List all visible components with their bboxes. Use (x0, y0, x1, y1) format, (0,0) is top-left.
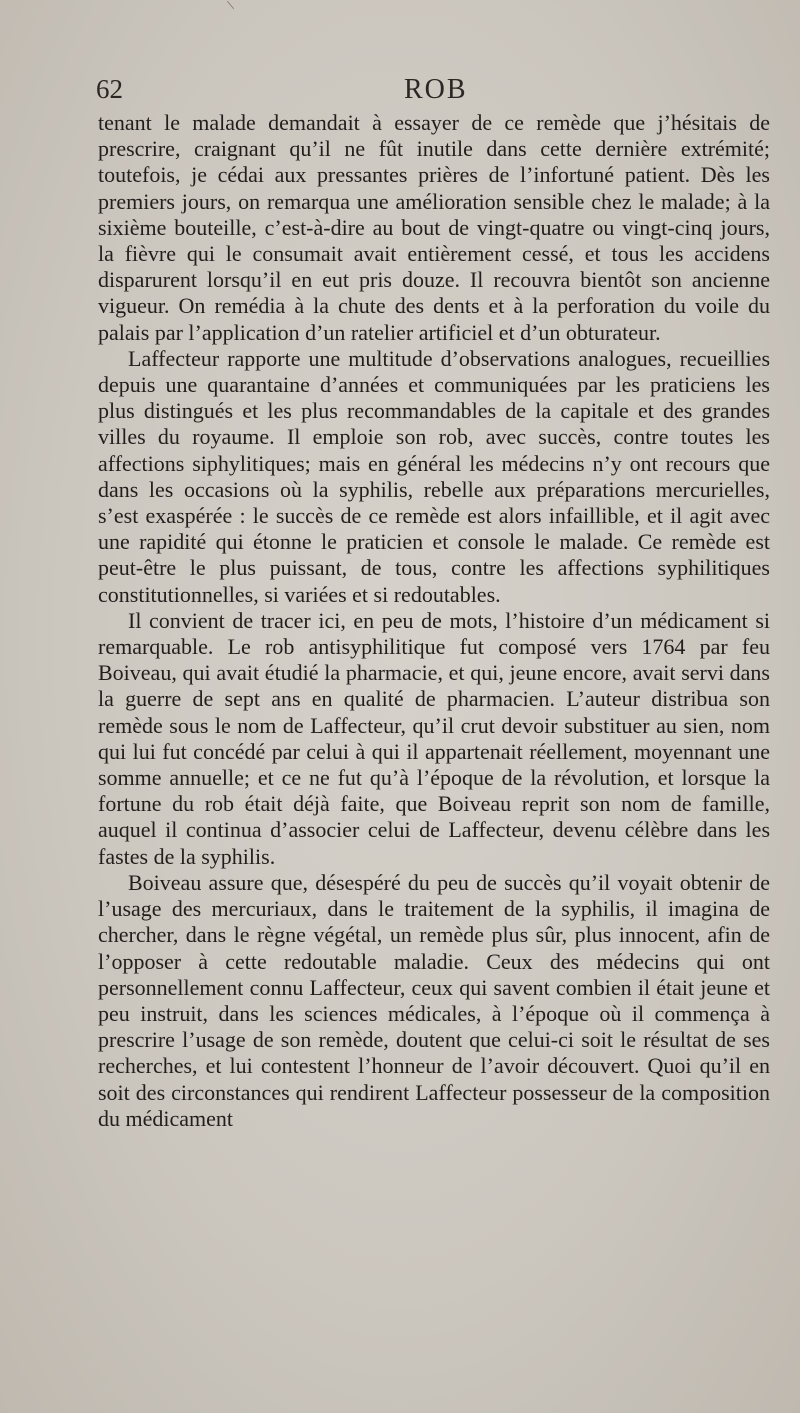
paragraph-continued: tenant le malade demandait à essayer de ce remède que j’hésitais de prescrire, craignant qu’il ne fût inutile dans cette dernière extrémité; toutefois, je cédai aux pressantes prières de l’infortuné patient. Dès les premiers jours, on remarqua une amélioration sensible chez le malade; à la sixième bouteille, c’est-à-dire au bout de vingt-quatre ou vingt-cinq jours, la fièvre qui le consumait avait entièrement cessé, et tous les accidens disparurent lorsqu’il en eut pris douze. Il recouvra bientôt son ancienne vigueur. On remédia à la chute des dents et à la perforation du voile du palais par l’application d’un ratelier artificiel et d’un obturateur. (98, 110, 770, 345)
page-edge-mark (227, 1, 234, 9)
paragraph-history: Il convient de tracer ici, en peu de mots, l’histoire d’un médicament si remarquable. Le rob antisyphilitique fut composé vers 1764 par feu Boiveau, qui avait étudié la pharmacie, et qui, jeune encore, avait servi dans la guerre de sept ans en qualité de pharmacien. L’auteur distribua son remède sous le nom de Laffecteur, qu’il crut devoir substituer au sien, nom qui lui fut concédé par celui à qui il appartenait réellement, moyennant une somme annuelle; et ce ne fut qu’à l’époque de la révolution, et lorsque la fortune du rob était déjà faite, que Boiveau reprit son nom de famille, auquel il continua d’associer celui de Laffecteur, devenu célèbre dans les fastes de la syphilis. (98, 607, 770, 869)
page-header (96, 74, 696, 108)
page-number: 62 (96, 74, 123, 104)
paragraph-laffecteur-observations: Laffecteur rapporte une multitude d’observations analogues, recueillies depuis une quarantaine d’années et communiquées par les praticiens les plus distingués et les plus recommandables de la capitale et des grandes villes du royaume. Il emploie son rob, avec succès, contre toutes les affections siphylitiques; mais en général les médecins n’y ont recours que dans les occasions où la syphilis, rebelle aux préparations mercurielles, s’est exaspérée : le succès de ce remède est alors infaillible, et il agit avec une rapidité qui étonne le praticien et console le malade. Ce remède est peut-être le plus puissant, de tous, contre les affections syphilitiques constitutionnelles, si variées et si redoutables. (98, 345, 770, 607)
paragraph-boiveau-claim: Boiveau assure que, désespéré du peu de succès qu’il voyait obtenir de l’usage des mercuriaux, dans le traitement de la syphilis, il imagina de chercher, dans le règne végétal, un remède plus sûr, plus innocent, afin de l’opposer à cette redoutable maladie. Ceux des médecins qui ont personnellement connu Laffecteur, ceux qui savent combien il était jeune et peu instruit, dans les sciences médicales, à l’époque où il commença à prescrire l’usage de son remède, doutent que celui-ci soit le résultat de ses recherches, et lui contestent l’honneur de l’avoir découvert. Quoi qu’il en soit des circonstances qui rendirent Laffecteur possesseur de la composition du médicament (98, 869, 770, 1131)
running-head: ROB (404, 74, 468, 105)
body-text (98, 110, 770, 1132)
